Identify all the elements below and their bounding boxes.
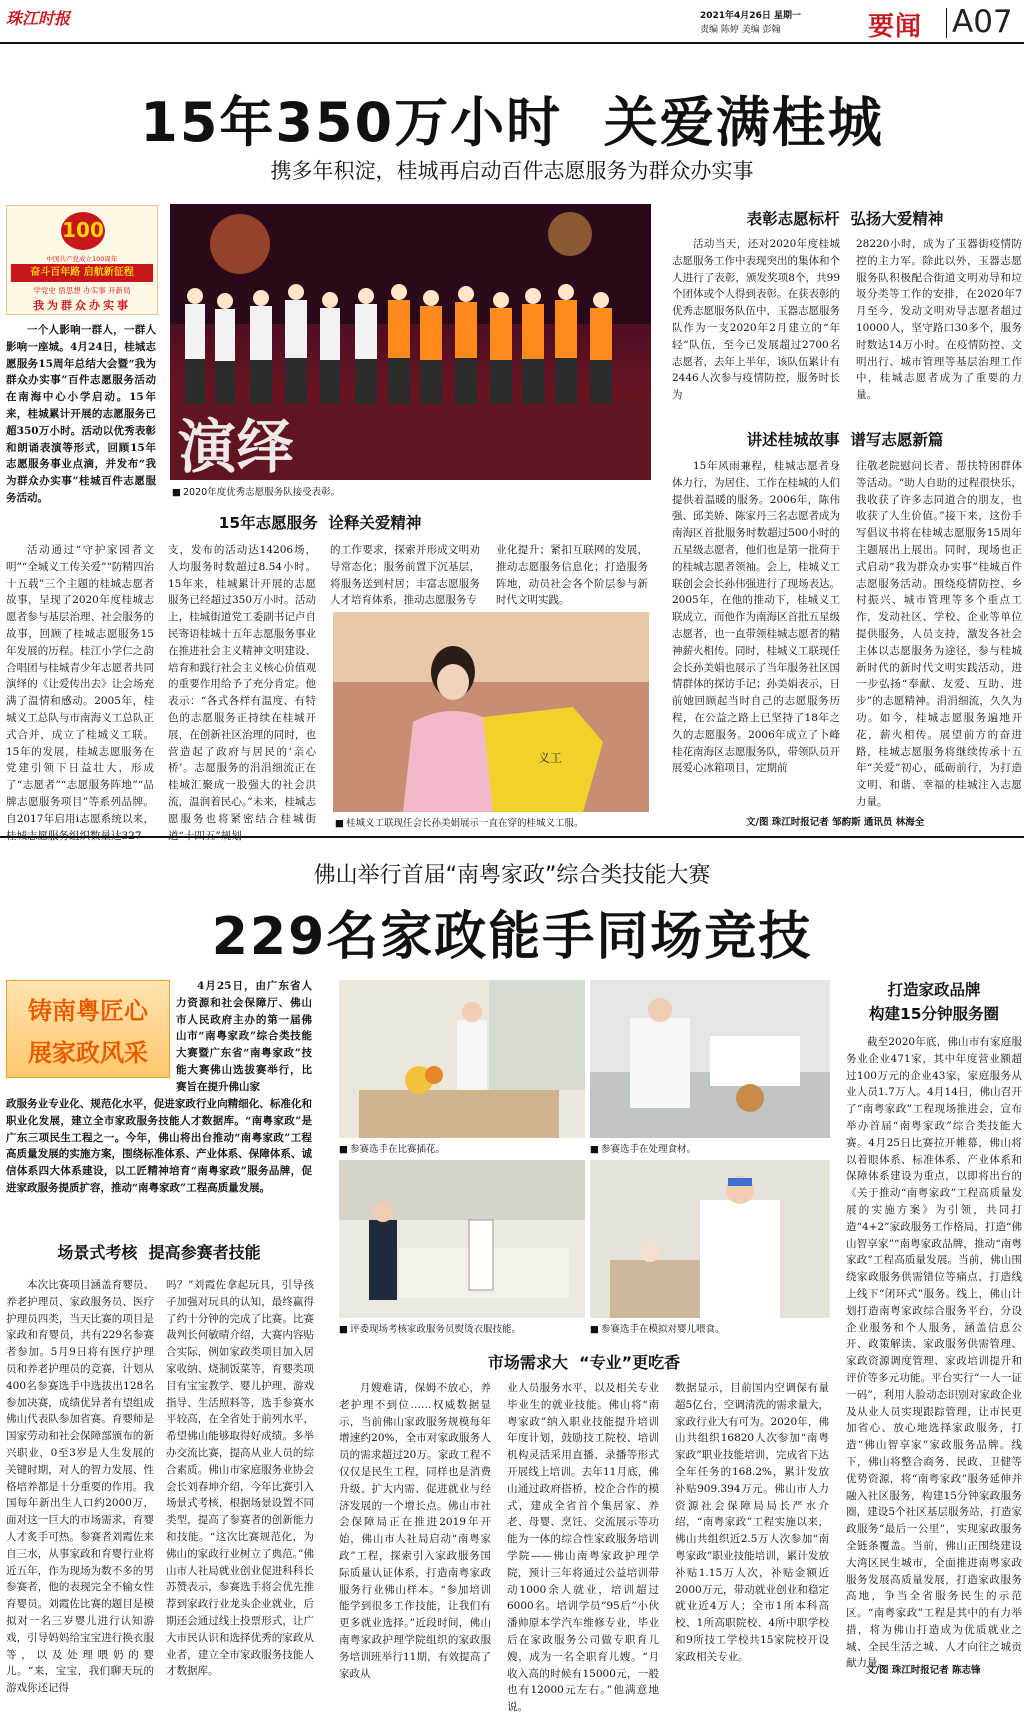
- baby-feeding-photo: [590, 1160, 830, 1318]
- story1-subhead-3: 讲述桂城故事 谱写志愿新篇: [746, 431, 944, 449]
- story1-col-a: 活动通过“守护家园者文明”“全城义工传关爱”“防精四治十五载”三个主题的桂城志愿者故事，呈现了2020年度桂城志愿者参与基层治理、社会服务的故事，回顾了桂城志愿服务15年发展的历程。桂江小学仁之韵合唱团与桂城青少年志愿者共同演绎的《让爱传出去》让会场充满了温情和感动。2005年，桂城义工总队与市南海义工总队正式合并，成立了桂城义工联。15年的发展，桂城志愿服务在党建引领下日益壮大，形成了“志愿者”“志愿服务阵地”“品牌志愿服务项目”等系列品牌。自2017年启用i志愿系统以来，: [6, 544, 154, 825]
- uniform-photo: [333, 612, 649, 812]
- flower-arranging-art: [339, 980, 585, 1138]
- story2-subhead-3: 市场需求大 “专业”更吃香: [487, 1353, 681, 1372]
- baby-feeding-art: [590, 1160, 830, 1318]
- story1-col-b: 支，发布的活动达14206场，人均服务时数超过8.54小时。15年来，桂城累计开展的志愿服务已经超过350万小时。活动上，桂城街道党工委副书记卢自民寄语桂城十五年志愿服务事业在推进社会主义精神文明建设、培育和践行社会主义核心价值观的重要作用给予了充分肯定。他表示：“各式各样有温度、有特色的志愿服务正持续在桂城开展，在创新社区治理的同时，也营造起了政府与居民的‘亲心桥’。志愿服务的涓涓细流正在桂城汇聚成一股强大的社会洪流，温润着民心。”未来，桂城志愿服务也将紧密结合桂城街: [168, 544, 316, 825]
- story2-col-b: 吗？”刘霞佐拿起玩具，引导孩子加强对玩具的认知，最终赢得了约十分钟的完成了比赛。比赛裁判长何敏晴介绍，大赛内容贴合实际，例如家政类项目加入居家收纳、烧制饭菜等，育婴类项目有宝宝教学、婴儿护理、游戏指导、生活照料等，选手参赛水平较高，在全省处于前列水平，希望佛山能够取得好成绩。多举办交流比赛，提高从业人员的综合素质。佛山市家庭服务业协会会长刘春坤介绍，今年比赛引入场景式考核，根据场景设置不同类型，提高了参赛者的创新能力和技能。“这次比赛规范化，为佛山的家政行业树立了典范。”佛山市人社局就业创业促进科科长苏赞表示，参赛选手将会优先推荐到家政行业龙头企业就业，后期还会通过线上投票形式，让广大市民认识和选择优秀的家政从业者，建立全市家政服务技能人才数据库。: [166, 1279, 314, 1678]
- uniform-photo-art: [333, 612, 649, 812]
- badge-line-2: 展家政风采: [28, 1039, 148, 1067]
- story1-col-e: 活动当天，还对2020年度桂城志愿服务工作中表现突出的集体和个人进行了表彰，颁发奖项8个，共99个团体或个人得到表彰。在获表彰的优秀志愿服务队伍中，玉器志愿服务队作为一支2020年2月建立的“年轻”队伍，至今已发展超过2700名志愿者，去年上半年，该队伍累计有2446人次参与疫情防控，服务时长为: [672, 238, 840, 402]
- editors-line: 责编 陈婷 美编 彭翰: [700, 25, 781, 35]
- story1-col-d: 业化提升；紧扣互联网的发展，推动志愿服务信息化；打造服务阵地，动员社会各个阶层参与新时代文明实践。: [496, 544, 648, 607]
- uniform-photo-caption: ■ 桂城义工联现任会长孙美娟展示一直在穿的桂城义工服。: [335, 815, 584, 829]
- badge-line-1: 铸南粤匠心: [28, 997, 148, 1025]
- story2-subhead-1: 场景式考核 提高参赛者技能: [57, 1243, 261, 1262]
- story1-headline: 15年350万小时 关爱满桂城: [140, 91, 884, 154]
- food-prep-art: [590, 980, 830, 1138]
- svg-text:义工: 义工: [538, 751, 563, 765]
- centenary-banner: 奋斗百年路 启航新征程: [11, 264, 153, 282]
- masthead: 珠江时报: [6, 9, 71, 28]
- header-rule: [0, 42, 1024, 44]
- flower-arranging-caption: ■ 参赛选手在比赛插花。: [339, 1141, 445, 1155]
- story2-col-f: 数据显示，目前国内空调保有量超5亿台，空调清洗的需求量大，家政行业大有可为。2020年，佛山共组织16820人次参加“南粤家政”职业技能培训，完成省下达全年任务的168.2%，累计发放补贴909.394万元。佛山市人力资源社会保障局局长严水介绍，“南粤家政”工程实施以来，佛山共组织近2.5万人次参加“南粤家政”职业技能培训，累计发放补贴1.15万人次，补贴金额近2000万元，带动就业创业和稳定就业近4万人；全市1所本科高校、1所高职院校、4所中职学校和9所技工学校共15家院校开设家政相关专业。: [675, 1382, 829, 1663]
- food-prep-photo: [590, 980, 830, 1138]
- story1-col-g: 15年风雨兼程，桂城志愿者身体力行，为居住、工作在桂城的人们提供着温暖的服务。2006年，陈伟强、邱美娇、陈家丹三名志愿者成为南海区首批服务时数超过500小时的五星级志愿者，他们也是第一批荷于的桂城志愿者领袖。会上，桂城义工联创会会长孙伟强进行了现场表达。2005年，在他的推动下，桂城义工联成立，而他作为南海区首批五星级志愿者，也一直带领桂城志愿者的精神薪火相传。同时，桂城义工联现任会长孙美娟也展示了当年服务社区国情群体的探访手记；孙美娟表示，日前她回顾起当时自己的志愿服务历程，在公益之路上已坚持了18年之久的志愿服务。2006年成立了卜峰桂花南海区志愿服务队，带领队员开展爱心冰箱项目，定期前: [672, 460, 840, 775]
- story2-byline: 文/图 珠江时报记者 陈志锋: [866, 1665, 981, 1676]
- ceremony-photo-caption: ■ 2020年度优秀志愿服务队接受表彰。: [172, 484, 340, 498]
- page-number: A07: [952, 4, 1013, 40]
- story2-headline: 229名家政能手同场竞技: [211, 907, 813, 967]
- story2-col-a: 本次比赛项目涵盖育婴员、养老护理员、家政服务员、医疗护理员四类，当天比赛的项目是家政和育婴员，共有229名参赛者参加。5月9日将有医疗护理员和养老护理员的竞赛，计划从400名参赛选手中选拔出128名参加决赛，成绩优异者有望组成佛山代表队参加省赛。育婴师是国家劳动和社会保障部颁布的新兴职业，0至3岁是人生发展的关键时期，对人的智力发展、性格培养都是十分重要的作用。我国每年新出生人口约2000万，面对这一巨大的市场需求，育婴人才炙手可热。参赛者刘霞佐来自三水，从事家政和育婴行业将近五年，作为现场为数不多的男参赛者，他的表现完全不输女性育婴员。刘霞佐比赛的题目是模拟对一名三岁婴儿进行认知游戏，引导妈妈给宝宝进行换衣服等，以及处理喂奶的婴儿。“来，宝宝，我们聊天玩的游戏你还记得: [6, 1279, 154, 1695]
- story2-lead-right: 4月25日，由广东省人力资源和社会保障厅、佛山市人民政府主办的第一届佛山市“南粤家政”综合类技能大赛暨广东省“南粤家政”技能大赛佛山选拔赛举行，比赛旨在提升佛山家: [176, 980, 312, 1093]
- story2-subhead-2: 打造家政品牌 构建15分钟服务圈: [868, 981, 1000, 1023]
- section-name: 要闻: [868, 12, 923, 42]
- centenary-logo: [6, 205, 158, 315]
- ceremony-photo: [170, 204, 651, 480]
- centenary-number: 100: [62, 218, 104, 242]
- story1-subhead-1: 15年志愿服务 诠释关爱精神: [218, 514, 422, 532]
- story-divider: [0, 836, 1024, 838]
- centenary-motto: 学党史 悟思想 办实事 开新局: [33, 286, 131, 295]
- date-line: 2021年4月26日 星期一: [700, 11, 801, 21]
- story2-col-c: 截至2020年底，佛山市有家庭服务业企业471家，其中年度营业额超过100万元的企业43家，家庭服务从业人员1.7万人。4月14日，佛山召开了“南粤家政”工程现场推进会，宣布举办首届“南粤家政”综合类技能大赛。4月25日比赛拉开帷幕，佛山将以着眼体系、标准体系、产业体系和保障体系建设为重点，以即将出台的《关于推动“南粤家政”工程高质量发展的实施方案》为引领，共同打造“4+2”家政服务工作格局，打造“佛山智享家”“南粤家政品牌，推动“南粤家政”工程高质量发展。当前，佛山围绕家政服务供需错位等痛点，打造线上线下“闭环式”服务。线上，佛山计划打造南粤家政综合服务平台，分设企业服务和个人服务，涵盖信息公开、政策解读、家政服务供需管理、家政资源调度管理、家政培训提升和评价等多元功能。平台实行“一人一证一码”，利用人脸动态识别对家政企业及从业人员实现跟踪管理，让市民更加省心、放心地选择家政服务，打造“佛山智享家”家政服务品牌。线下，佛山将整合商务、民政、卫健等优势资源，将“南粤家政”服务延伸并融入社区服务，构建15分钟家政服务圈，建设5个社区基层服务站，打造家政服务“最后一公里”，实现家政服务全链条覆盖。当前，佛山正围绕建设大湾区民生城市，全面推进南粤家政服务发展高质量发展，打造家政服务高地，争当全省服务民生的示范区。“南粤家政”工程是其中的有力举措，将为佛山打造成为优质就业之城、全民生活之城、人才向往之城贡献力量。: [846, 1036, 1022, 1670]
- baby-feeding-caption: ■ 参赛选手在模拟对婴儿喂食。: [590, 1321, 725, 1335]
- household-badge: [6, 980, 170, 1078]
- story1-col-f: 28220小时，成为了玉器街疫情防控的主力军。除此以外，玉器志愿服务队积极配合街道文明劝导和垃圾分类等工作的安排，在2020年7月至今，发动文明劝导志愿者超过10000人，坚守路口30多个，服务时数达14万小时。在疫情防控、文明出行、城市管理等基层治理工作中，桂城志愿者成为了重要的力量。: [856, 238, 1022, 402]
- ironing-photo: [339, 1160, 585, 1318]
- header-divider: [946, 8, 947, 38]
- centenary-caption: 中国共产党成立100周年: [46, 255, 118, 263]
- food-prep-caption: ■ 参赛选手在处理食材。: [590, 1141, 696, 1155]
- centenary-slogan: 我为群众办实事: [33, 299, 131, 312]
- stage-backdrop-text: 演绎: [178, 413, 295, 481]
- story1-col-h: 往敬老院慰问长者、帮扶特困群体等活动。“助人自助的过程很快乐，我收获了许多志同道合的朋友，也收获了人生价值。”接下来，这份手写倡议书将在桂城志愿服务15周年主题展出上展出。同时，现场也正式启动“我为群众办实事”桂城百件志愿服务活动。围绕疫情防控、乡村振兴、城市管理等多个重点工作，发动社区、学校、企业等单位提供服务，人员支持，激发各社会主体以志愿服务为途径，参与桂城新时代的新时代文明实践活动，进一步弘扬“奉献、友爱、互助、进步”的志愿精神。涓涓细流，久久为功。如今，桂城志愿服务遍地开花，薪火相传。展望前方的奋进路，桂城志愿服务将继续传承十五年“关爱”初心，砥砺前行，为打造文明、和谐、幸福的桂城注入志愿力量。: [856, 460, 1022, 808]
- flower-arranging-photo: [339, 980, 585, 1138]
- story1-col-c: 的工作要求，探索并形成文明劝导常态化；服务前置下沉基层，将服务送到村居；丰富志愿服务人才培育体系，推动志愿服务专: [330, 544, 480, 607]
- story1-lead: 一个人影响一群人，一群人影响一座城。4月24日，桂城志愿服务15周年总结大会暨“我为群众办实事”百件志愿服务活动在南海中心小学启动。15年来，桂城累计开展的志愿服务已超350万小时。活动以优秀表彰和朗诵表演等形式，回顾15年志愿服务事业点滴，并发布“我为群众办实事”桂城百件志愿服务活动。: [6, 324, 156, 504]
- story2-col-e: 业人员服务水平，以及相关专业毕业生的就业技能。佛山将“南粤家政”纳入职业技能提升培训年度计划，鼓励技工院校、培训机构灵活采用直播、录播等形式开展线上培训。去年11月底，佛山通过政府搭桥，校企合作的模式，建成全省首个集居家、养老、母婴、烹饪、交流展示等功能为一体的综合性家政服务培训学院——佛山南粤家政护理学院，预计三年将通过公益培训带动1000余人就业，培训超过6000名。培训学员“95后”小伙潘帅原本学汽车维修专业，毕业后在家政服务公司做专职育儿嫂，成为一名全职育儿嫂。“月收入高的时候有15000元，一般也有12000元左右。”他满意地说。: [507, 1382, 659, 1714]
- story2-lead-full: 政服务业专业化、规范化水平，促进家政行业向精细化、标准化和职业化发展，建立全市家政服务技能人才数据库。“南粤家政”是广东三项民生工程之一。今年，佛山将出台推动“南粤家政”工程高质量发展的实施方案，围绕标准体系、产业体系、保障体系、诚信体系四大体系建设，以工匠精神培育“南粤家政”服务品牌，促进家政服务提质扩容，推动“南粤家政”工程高质量发展。: [6, 1098, 312, 1194]
- story1-subheadline: 携多年积淀，桂城再启动百件志愿服务为群众办实事: [270, 159, 754, 183]
- story2-col-d: 月嫂难请，保姆不放心，养老护理不到位……权威数据显示，当前佛山家政服务规模每年增速约20%，全市对家政服务人员的需求超过20万。家政工程不仅仅是民生工程，同样也是消费升级、扩大内需、促进就业与经济发展的一个增长点。佛山市社会保障局正在推进2019年开始，佛山市人社局启动“南粤家政”工程，探索引入家政服务国际质量认证体系，打造南粤家政服务行业佛山样本。“参加培训能学到很多工作技能，让我们有更多就业选择。”近段时间，佛山南粤家政护理学院组织的家政服务培训班举行11期，有效提高了家政从: [339, 1382, 491, 1680]
- story1-subhead-2: 表彰志愿标杆 弘扬大爱精神: [746, 210, 944, 228]
- story2-kicker: 佛山举行首届“南粤家政”综合类技能大赛: [313, 863, 711, 888]
- ironing-caption: ■ 评委现场考核家政服务员熨烫衣服技能。: [339, 1321, 521, 1335]
- ironing-art: [339, 1160, 585, 1318]
- story1-byline: 文/图 珠江时报记者 邹韵斯 通讯员 林海全: [746, 817, 925, 828]
